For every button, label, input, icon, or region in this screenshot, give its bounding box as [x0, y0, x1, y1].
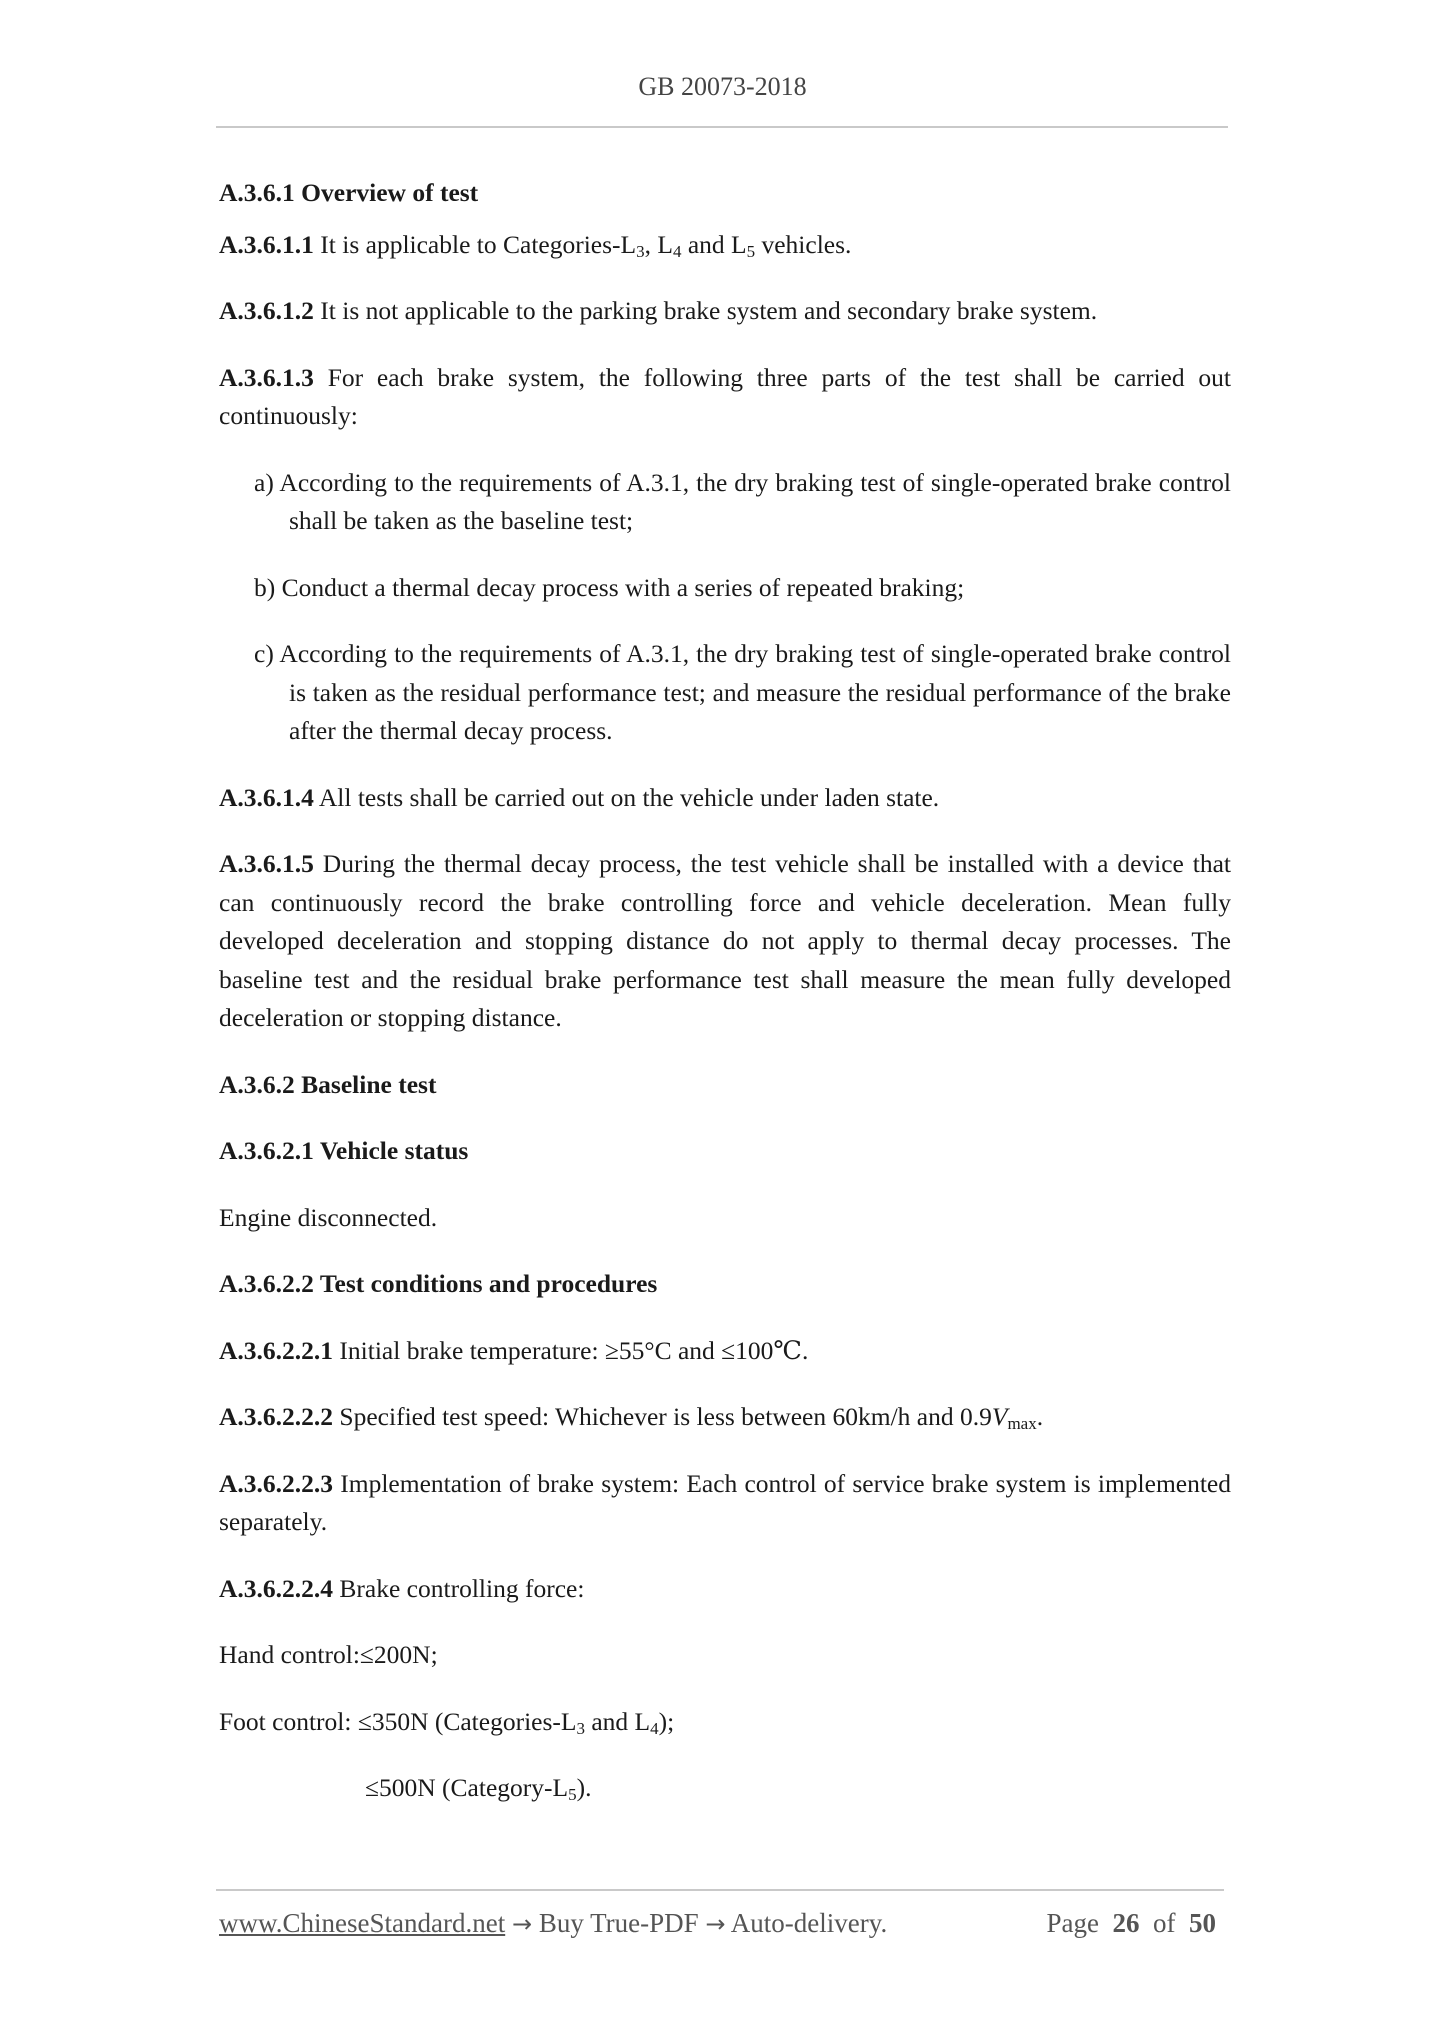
subscript: 4	[650, 1718, 659, 1738]
header-divider	[216, 126, 1228, 128]
clause-a3613	[219, 359, 1231, 436]
page-total: 50	[1189, 1908, 1216, 1938]
clause-text: Brake controlling force:	[333, 1573, 585, 1603]
subscript: 5	[568, 1785, 577, 1804]
section-heading-a3622: A.3.6.2.2 Test conditions and procedures	[219, 1269, 658, 1298]
list-item-a: a) According to the requirements of A.3.1, the dry braking test of single-operated brake control shall be taken as the baseline test;	[254, 467, 1231, 535]
footer-divider	[216, 1889, 1224, 1891]
delivery-text: Auto-delivery.	[725, 1908, 888, 1938]
clause-text: It is applicable to Categories-L	[313, 229, 637, 259]
variable-v: V	[991, 1402, 1008, 1431]
clause-text: , L	[644, 229, 673, 259]
paragraph-engine: Engine disconnected.	[219, 1202, 438, 1232]
clause-text: Implementation of brake system: Each control of service brake system is implemented separately.	[219, 1468, 1231, 1536]
text: and L	[584, 1706, 651, 1736]
subscript: 4	[672, 241, 682, 261]
page-label: Page	[1046, 1908, 1099, 1938]
clause-a3615	[219, 845, 1231, 1038]
page-counter	[1047, 1908, 1216, 1939]
clause-text: It is not applicable to the parking brake system and secondary brake system.	[313, 296, 1098, 325]
text: );	[658, 1706, 675, 1736]
section-heading-a361: A.3.6.1 Overview of test	[219, 178, 479, 207]
clause-number: A.3.6.1.5	[219, 849, 314, 878]
clause-number: A.3.6.2.2.4	[219, 1573, 334, 1603]
subscript: max	[1007, 1414, 1037, 1433]
clause-a36224	[219, 1570, 1231, 1609]
clause-number: A.3.6.1.4	[219, 782, 314, 812]
clause-number: A.3.6.2.2.2	[219, 1402, 334, 1431]
footer-promo	[219, 1908, 887, 1939]
page-number: 26	[1112, 1908, 1140, 1938]
clause-a36221	[219, 1332, 1231, 1371]
clause-a3614	[219, 779, 1231, 818]
paragraph-foot-control-l5	[219, 1769, 1231, 1808]
list-item-c: c) According to the requirements of A.3.1, the dry braking test of single-operated brake control is taken as the residual performance test; and measure the residual performance of the brake after the thermal decay process.	[254, 639, 1231, 745]
section-heading-a3621: A.3.6.2.1 Vehicle status	[219, 1136, 469, 1165]
arrow-right-icon: →	[705, 1910, 726, 1938]
document-body	[219, 174, 1231, 1808]
clause-number: A.3.6.2.2.1	[219, 1335, 334, 1365]
of-label: of	[1153, 1908, 1176, 1938]
subscript: 3	[636, 241, 645, 261]
subscript: 3	[576, 1718, 585, 1738]
clause-number: A.3.6.1.3	[219, 362, 314, 392]
clause-text: Initial brake temperature: ≥55°C and ≤100℃.	[333, 1335, 809, 1365]
clause-a3612	[219, 292, 1231, 331]
clause-a36222	[219, 1398, 1231, 1437]
list-item-b: b) Conduct a thermal decay process with a series of repeated braking;	[254, 572, 965, 602]
clause-number: A.3.6.1.2	[219, 296, 314, 325]
paragraph-hand-control: Hand control:≤200N;	[219, 1640, 438, 1669]
clause-number: A.3.6.2.2.3	[219, 1468, 334, 1498]
clause-text: and L	[681, 229, 747, 259]
arrow-right-icon: →	[511, 1910, 533, 1938]
buy-text: Buy True-PDF	[532, 1908, 706, 1938]
text: Foot control: ≤350N (Categories-L	[219, 1706, 577, 1736]
site-link[interactable]: www.ChineseStandard.net	[219, 1908, 506, 1938]
subscript: 5	[746, 241, 756, 261]
section-heading-a362: A.3.6.2 Baseline test	[219, 1069, 437, 1099]
clause-text: Specified test speed: Whichever is less between 60km/h and 0.9	[333, 1402, 992, 1431]
clause-text: vehicles.	[755, 229, 852, 259]
text: ).	[576, 1773, 592, 1802]
text: ≤500N (Category-L	[365, 1773, 569, 1802]
clause-a36223	[219, 1465, 1231, 1542]
clause-text: For each brake system, the following three parts of the test shall be carried out continuously:	[219, 362, 1231, 430]
clause-text: .	[1036, 1402, 1044, 1431]
clause-text: During the thermal decay process, the test vehicle shall be installed with a device that can continuously record the brake controlling force and vehicle deceleration. Mean fully developed deceleration and stopping distance do not apply to thermal decay processes. The baseline test and the residual brake performance test shall measure the mean fully developed deceleration or stopping distance.	[219, 849, 1231, 1032]
paragraph-foot-control	[219, 1703, 1231, 1742]
page-header: GB 20073-2018	[638, 72, 807, 101]
clause-a3611	[219, 226, 1231, 265]
clause-text: All tests shall be carried out on the vehicle under laden state.	[313, 782, 940, 812]
clause-number: A.3.6.1.1	[219, 229, 314, 259]
